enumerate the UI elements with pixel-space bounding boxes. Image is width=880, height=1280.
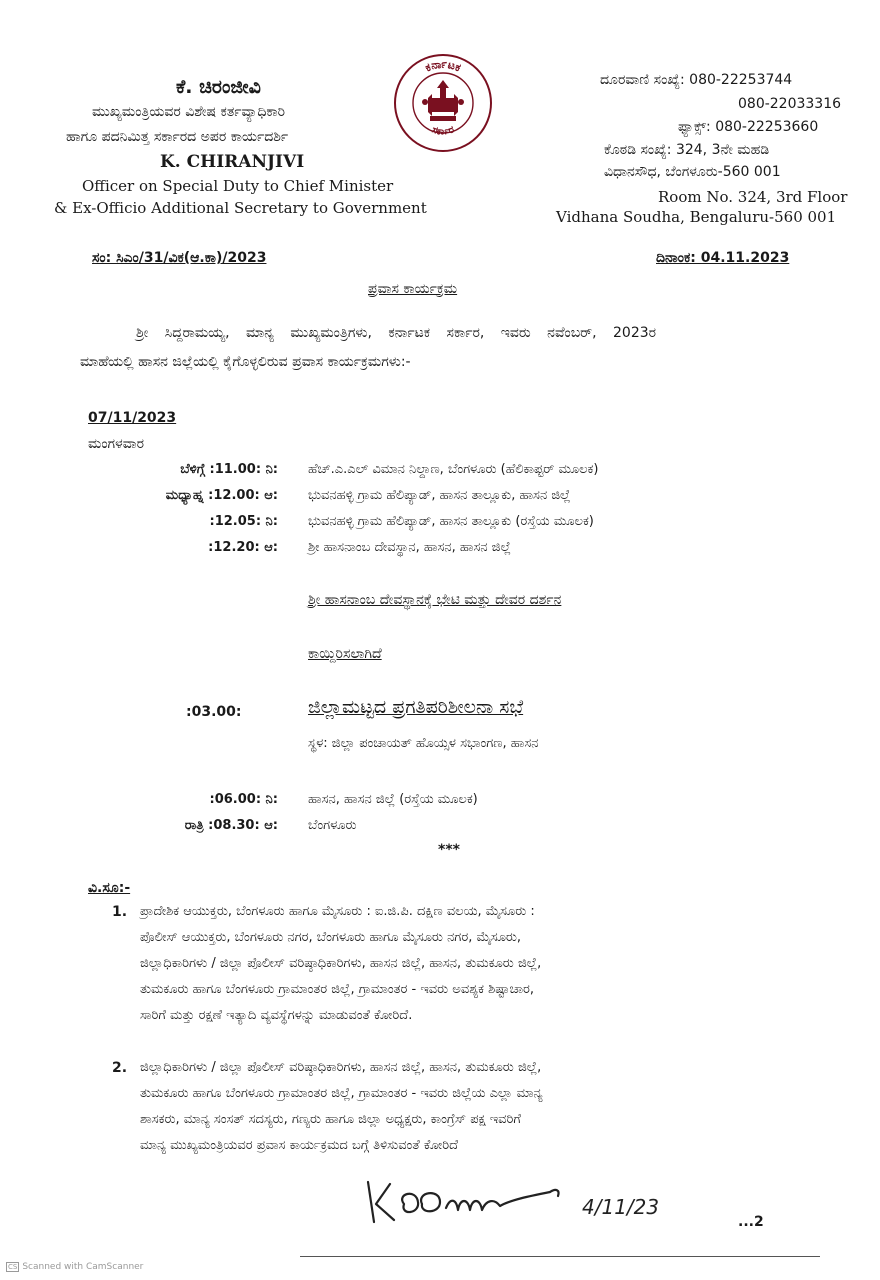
note-2-line-3: ಶಾಸಕರು, ಮಾನ್ಯ ಸಂಸತ್ ಸದಸ್ಯರು, ಗಣ್ಯರು ಹಾಗೂ ಜಿಲ್ಲಾ ಅಧ್ಯಕ್ಷರು, ಕಾಂಗ್ರೆಸ್ ಪಕ್ಷ ಇವರಿಗೆ xyxy=(140,1112,521,1127)
evening-time-1: :06.00: ನಿ: xyxy=(209,792,278,807)
scanner-watermark-text: Scanned with CamScanner xyxy=(22,1262,144,1272)
officer-name-english: K. CHIRANJIVI xyxy=(160,152,305,172)
svg-text:ಕರ್ನಾಟಕ xyxy=(423,57,462,74)
schedule-time-4: :12.20: ಆ: xyxy=(208,540,278,555)
note-1-line-2: ಪೊಲೀಸ್ ಆಯುಕ್ತರು, ಬೆಂಗಳೂರು ನಗರ, ಬೆಂಗಳೂರು ಹಾಗೂ ಮೈಸೂರು ನಗರ, ಮೈಸೂರು, xyxy=(140,930,522,945)
meeting-time: :03.00: xyxy=(186,704,242,720)
note-2-line-2: ತುಮಕೂರು ಹಾಗೂ ಬೆಂಗಳೂರು ಗ್ರಾಮಾಂತರ ಜಿಲ್ಲೆ, ಗ್ರಾಮಾಂತರ - ಇವರು ಜಿಲ್ಲೆಯ ಎಲ್ಲಾ ಮಾನ್ಯ xyxy=(140,1086,543,1101)
schedule-time-2: ಮಧ್ಯಾಹ್ನ :12.00: ಆ: xyxy=(165,488,278,503)
schedule-place-3: ಭುವನಹಳ್ಳಿ ಗ್ರಾಮ ಹೆಲಿಪ್ಯಾಡ್, ಹಾಸನ ತಾಲ್ಲೂಕು (ರಸ್ತೆಯ ಮೂಲಕ) xyxy=(308,514,594,529)
schedule-time-3: :12.05: ನಿ: xyxy=(209,514,278,529)
notes-label: ವಿ.ಸೂ:- xyxy=(88,880,131,896)
schedule-time-1: ಬೆಳಿಗ್ಗೆ :11.00: ನಿ: xyxy=(180,462,278,477)
schedule-date: 07/11/2023 xyxy=(88,410,177,426)
reference-number: ಸಂ: ಸಿಎಂ/31/ವಿಕ(ಆ.ಕಾ)/2023 xyxy=(92,250,267,266)
room-number-kannada: ಕೊಠಡಿ ಸಂಖ್ಯೆ: 324, 3ನೇ ಮಹಡಿ xyxy=(604,142,770,158)
schedule-place-1: ಹೆಚ್.ಎ.ಎಲ್ ವಿಮಾನ ನಿಲ್ದಾಣ, ಬೆಂಗಳೂರು (ಹೆಲಿಕಾಪ್ಟರ್ ಮೂಲಕ) xyxy=(308,462,599,477)
note-1-line-3: ಜಿಲ್ಲಾಧಿಕಾರಿಗಳು / ಜಿಲ್ಲಾ ಪೊಲೀಸ್ ವರಿಷ್ಠಾಧಿಕಾರಿಗಳು, ಹಾಸನ ಜಿಲ್ಲೆ, ಹಾಸನ, ತುಮಕೂರು ಜಿಲ್ಲೆ, xyxy=(140,956,542,971)
letter-date: ದಿನಾಂಕ: 04.11.2023 xyxy=(656,250,790,266)
karnataka-government-emblem xyxy=(392,52,494,154)
meeting-venue: ಸ್ಥಳ: ಜಿಲ್ಲಾ ಪಂಚಾಯತ್ ಹೊಯ್ಸಳ ಸಭಾಂಗಣ, ಹಾಸನ xyxy=(308,736,539,751)
note-1-line-5: ಸಾರಿಗೆ ಮತ್ತು ರಕ್ಷಣೆ ಇತ್ಯಾದಿ ವ್ಯವಸ್ಥೆಗಳನ್ನು ಮಾಡುವಂತೆ ಕೋರಿದೆ. xyxy=(140,1008,413,1023)
schedule-place-4: ಶ್ರೀ ಹಾಸನಾಂಬ ದೇವಸ್ಥಾನ, ಹಾಸನ, ಹಾಸನ ಜಿಲ್ಲೆ xyxy=(308,540,511,555)
evening-time-2: ರಾತ್ರಿ :08.30: ಆ: xyxy=(184,818,278,833)
note-2-number: 2. xyxy=(112,1060,128,1076)
meeting-title: ಜಿಲ್ಲಾಮಟ್ಟದ ಪ್ರಗತಿಪರಿಶೀಲನಾ ಸಭೆ xyxy=(308,696,524,718)
note-1-line-4: ತುಮಕೂರು ಹಾಗೂ ಬೆಂಗಳೂರು ಗ್ರಾಮಾಂತರ ಜಿಲ್ಲೆ, ಗ್ರಾಮಾಂತರ - ಇವರು ಅವಶ್ಯಕ ಶಿಷ್ಟಾಚಾರ, xyxy=(140,982,535,997)
officer-name-kannada: ಕೆ. ಚಿರಂಜೀವಿ xyxy=(176,76,261,98)
note-1-number: 1. xyxy=(112,904,128,920)
note-1-line-1: ಪ್ರಾದೇಶಿಕ ಆಯುಕ್ತರು, ಬೆಂಗಳೂರು ಹಾಗೂ ಮೈಸೂರು : ಐ.ಜಿ.ಪಿ. ದಕ್ಷಿಣ ವಲಯ, ಮೈಸೂರು : xyxy=(140,904,535,919)
fax-number: ಫ್ಯಾಕ್ಸ್: 080-22253660 xyxy=(678,119,819,135)
scanner-watermark xyxy=(6,1262,143,1272)
temple-visit-note: ಶ್ರೀ ಹಾಸನಾಂಬ ದೇವಸ್ಥಾನಕ್ಕೆ ಭೇಟಿ ಮತ್ತು ದೇವರ ದರ್ಶನ xyxy=(308,592,562,608)
handwritten-signature xyxy=(360,1170,690,1230)
address-kannada: ವಿಧಾನಸೌಧ, ಬೆಂಗಳೂರು-560 001 xyxy=(604,164,781,180)
schedule-place-2: ಭುವನಹಳ್ಳಿ ಗ್ರಾಮ ಹೆಲಿಪ್ಯಾಡ್, ಹಾಸನ ತಾಲ್ಲೂಕು, ಹಾಸನ ಜಿಲ್ಲೆ xyxy=(308,488,571,503)
officer-role-kannada-line2: ಹಾಗೂ ಪದನಿಮಿತ್ತ ಸರ್ಕಾರದ ಅಪರ ಕಾರ್ಯದರ್ಶಿ xyxy=(66,129,289,145)
phone-number-2: 080-22033316 xyxy=(738,96,842,112)
intro-line-2: ಮಾಹೆಯಲ್ಲಿ ಹಾಸನ ಜಿಲ್ಲೆಯಲ್ಲಿ ಕೈಗೊಳ್ಳಲಿರುವ ಪ್ರವಾಸ ಕಾರ್ಯಕ್ರಮಗಳು:- xyxy=(80,354,411,370)
intro-line-1: ಶ್ರೀ ಸಿದ್ದರಾಮಯ್ಯ, ಮಾನ್ಯ ಮುಖ್ಯಮಂತ್ರಿಗಳು, ಕರ್ನಾಟಕ ಸರ್ಕಾರ, ಇವರು ನವೆಂಬರ್, 2023ರ xyxy=(136,325,657,341)
reserved-note: ಕಾಯ್ದಿರಿಸಲಾಗಿದೆ xyxy=(308,646,382,662)
signature-date: 4/11/23 xyxy=(582,1195,660,1219)
evening-place-1: ಹಾಸನ, ಹಾಸನ ಜಿಲ್ಲೆ (ರಸ್ತೆಯ ಮೂಲಕ) xyxy=(308,792,478,807)
emblem-text-bottom: ಸರ್ಕಾರ xyxy=(430,124,456,138)
svg-text:ಸರ್ಕಾರ xyxy=(430,124,456,137)
room-number-english: Room No. 324, 3rd Floor xyxy=(658,188,848,206)
schedule-weekday: ಮಂಗಳವಾರ xyxy=(88,436,145,452)
address-english: Vidhana Soudha, Bengaluru-560 001 xyxy=(556,208,837,226)
note-2-line-4: ಮಾನ್ಯ ಮುಖ್ಯಮಂತ್ರಿಯವರ ಪ್ರವಾಸ ಕಾರ್ಯಕ್ರಮದ ಬಗ್ಗೆ ತಿಳಿಸುವಂತೆ ಕೋರಿದೆ xyxy=(140,1138,459,1153)
emblem-text-top: ಕರ್ನಾಟಕ xyxy=(423,57,463,75)
page-continuation: ...2 xyxy=(738,1214,764,1230)
section-separator: *** xyxy=(438,842,460,858)
phone-number-1: ದೂರವಾಣಿ ಸಂಖ್ಯೆ: 080-22253744 xyxy=(600,72,793,88)
camscanner-logo-icon: CS xyxy=(8,1263,18,1271)
officer-role-kannada-line1: ಮುಖ್ಯಮಂತ್ರಿಯವರ ವಿಶೇಷ ಕರ್ತವ್ಯಾಧಿಕಾರಿ xyxy=(92,104,286,120)
officer-role-english-line2: & Ex-Officio Additional Secretary to Government xyxy=(54,199,427,217)
evening-place-2: ಬೆಂಗಳೂರು xyxy=(308,818,357,833)
officer-role-english-line1: Officer on Special Duty to Chief Minister xyxy=(82,177,394,195)
footer-rule xyxy=(300,1256,820,1257)
note-2-line-1: ಜಿಲ್ಲಾಧಿಕಾರಿಗಳು / ಜಿಲ್ಲಾ ಪೊಲೀಸ್ ವರಿಷ್ಠಾಧಿಕಾರಿಗಳು, ಹಾಸನ ಜಿಲ್ಲೆ, ಹಾಸನ, ತುಮಕೂರು ಜಿಲ್ಲೆ, xyxy=(140,1060,542,1075)
document-title: ಪ್ರವಾಸ ಕಾರ್ಯಕ್ರಮ xyxy=(368,281,458,297)
